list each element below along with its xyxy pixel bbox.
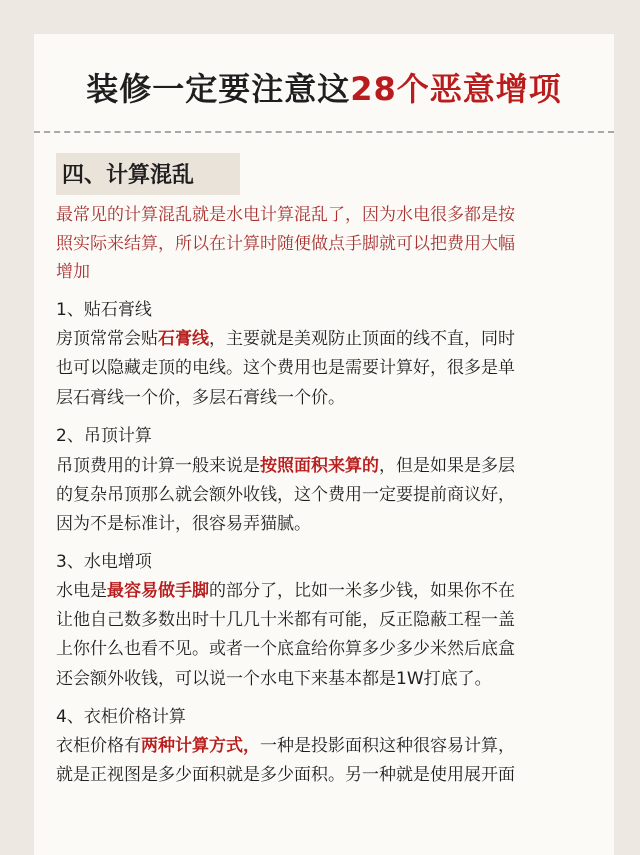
item-2-text: 吊顶费用的计算一般来说是	[56, 456, 260, 476]
item-4-line-1	[56, 734, 515, 758]
item-1-line-1	[56, 327, 515, 351]
dashed-divider	[34, 131, 614, 133]
item-2-highlight: 按照面积来算的	[260, 456, 379, 476]
item-3-text-rest: 的部分了，比如一米多少钱，如果你不在	[209, 581, 515, 601]
title-accent: 28个恶意增项	[350, 70, 562, 108]
item-3-line-4: 还会额外收钱，可以说一个水电下来基本都是1W打底了。	[56, 669, 492, 689]
intro-line-3: 增加	[56, 262, 90, 282]
item-4-highlight: 两种计算方式，	[141, 736, 260, 756]
item-1-text-rest: ，主要就是美观防止顶面的线不直，同时	[209, 329, 515, 349]
item-3-line-3: 上你什么也看不见。或者一个底盒给你算多少多少米然后底盒	[56, 639, 515, 659]
item-1-text: 房顶常常会贴	[56, 329, 158, 349]
item-3-highlight: 最容易做手脚	[107, 581, 209, 601]
item-4-text: 衣柜价格有	[56, 736, 141, 756]
item-3-text: 水电是	[56, 581, 107, 601]
item-2-line-3: 因为不是标准计，很容易弄猫腻。	[56, 514, 311, 534]
section-heading: 四、计算混乱	[62, 163, 195, 188]
page-title	[34, 64, 614, 110]
item-heading-4: 4、衣柜价格计算	[56, 707, 186, 727]
item-heading-3: 3、水电增项	[56, 552, 152, 572]
intro-line-1: 最常见的计算混乱就是水电计算混乱了，因为水电很多都是按	[56, 205, 515, 225]
item-heading-2: 2、吊顶计算	[56, 426, 152, 446]
item-4-line-2: 就是正视图是多少面积就是多少面积。另一种就是使用展开面	[56, 765, 515, 785]
item-2-text-rest: ，但是如果是多层	[379, 456, 515, 476]
item-1-highlight: 石膏线	[158, 329, 209, 349]
title-main: 装修一定要注意这	[86, 70, 351, 108]
article-card	[34, 34, 614, 855]
item-1-line-2: 也可以隐藏走顶的电线。这个费用也是需要计算好，很多是单	[56, 358, 515, 378]
intro-line-2: 照实际来结算，所以在计算时随便做点手脚就可以把费用大幅	[56, 234, 515, 254]
item-2-line-1	[56, 454, 515, 478]
item-3-line-2: 让他自己数多数出时十几几十米都有可能，反正隐蔽工程一盖	[56, 610, 515, 630]
item-2-line-2: 的复杂吊顶那么就会额外收钱，这个费用一定要提前商议好，	[56, 485, 515, 505]
item-3-line-1	[56, 579, 515, 603]
item-4-text-rest: 一种是投影面积这种很容易计算，	[260, 736, 515, 756]
item-1-line-3: 层石膏线一个价，多层石膏线一个价。	[56, 388, 345, 408]
item-heading-1: 1、贴石膏线	[56, 300, 152, 320]
